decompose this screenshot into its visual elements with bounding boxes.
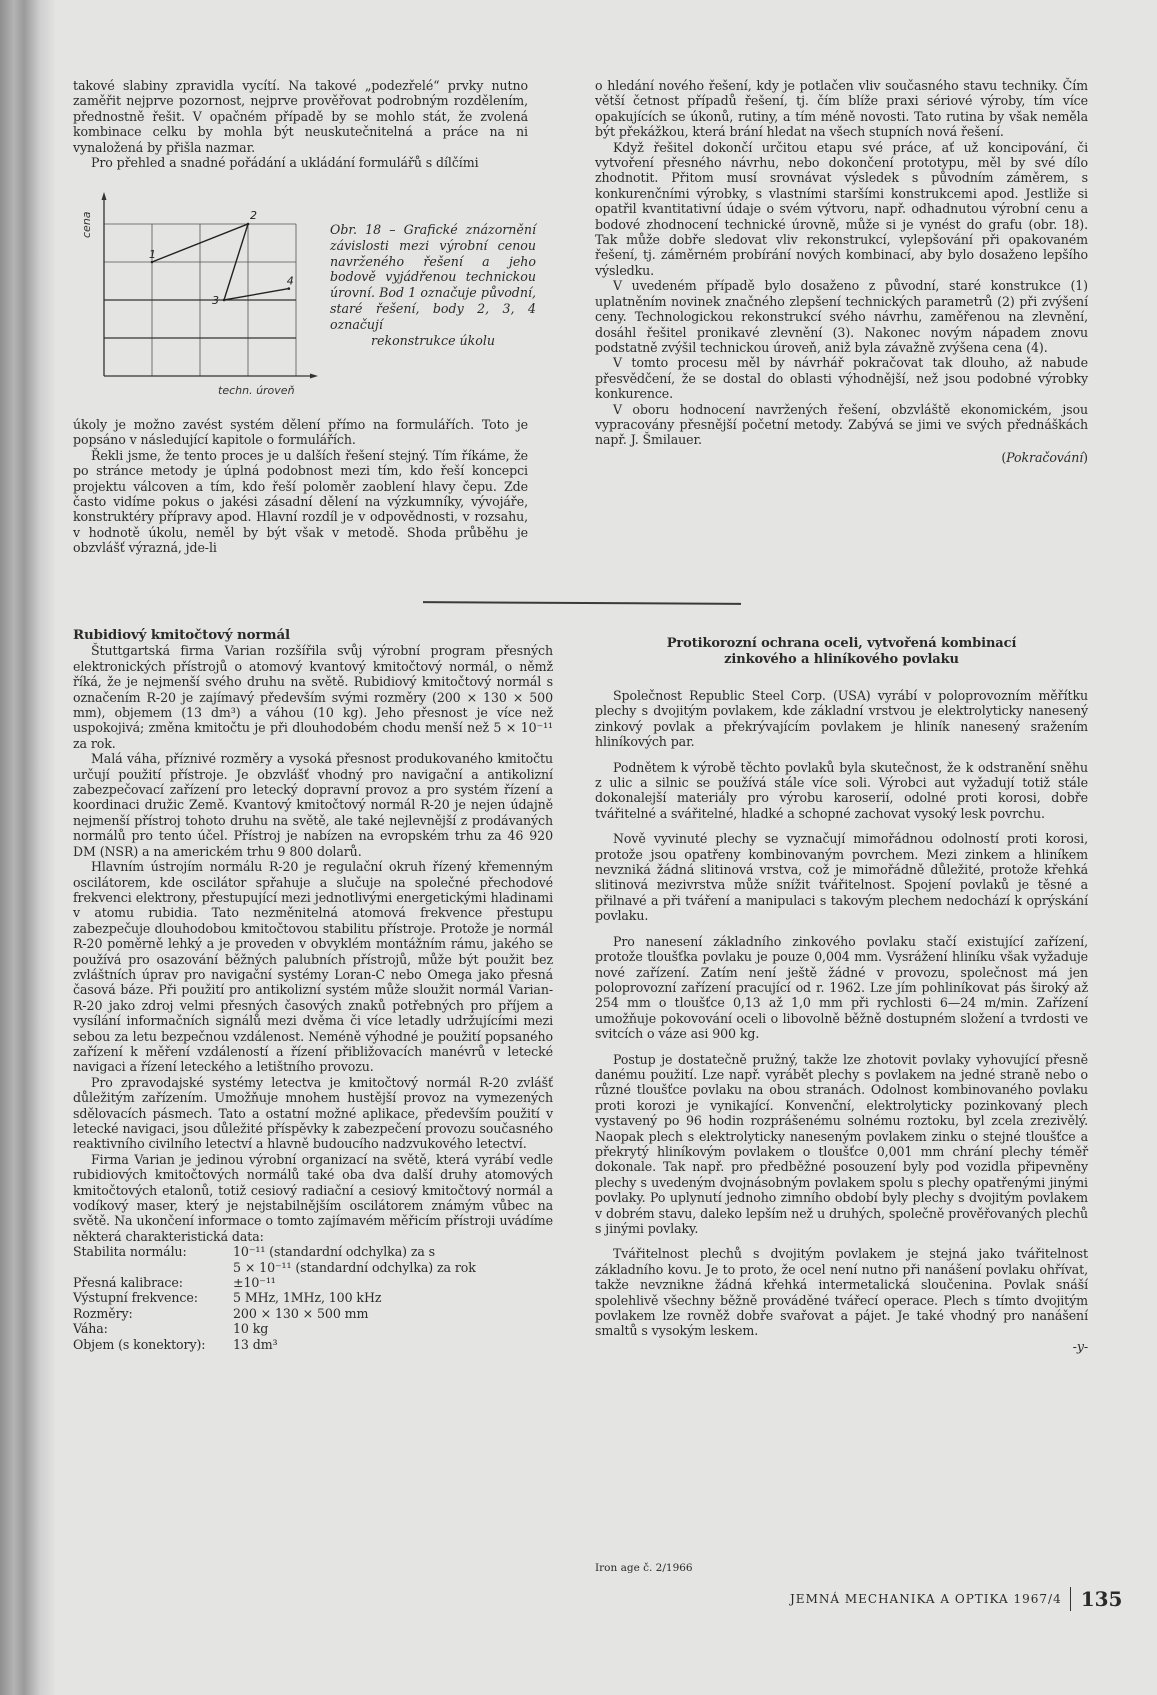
figure-caption <box>330 222 536 348</box>
paragraph: V tomto procesu měl by návrhář pokračovat tak dlouho, až nabude přesvědčení, že se dostal do oblasti výhodnější, než jsou podobné výrobky konkurence. <box>595 355 1088 402</box>
paragraph: úkoly je možno zavést systém dělení přímo na formulářích. Toto je popsáno v následující kapitole o formulářích. <box>73 417 528 448</box>
spec-value: 10 kg <box>233 1321 269 1337</box>
title-line: Protikorozní ochrana oceli, vytvořená kombinací <box>666 636 1017 651</box>
paragraph: Malá váha, příznivé rozměry a vysoká přesnost produkovaného kmitočtu určují použití přístroje. Je obzvlášť vhodný pro navigační a antikolizní zabezpečovací zařízení pro letecký dopravní provoz a pro systém řízení a koordinaci družic Země. Kvantový kmitočtový normál R-20 je nejen údajně nejmenší přístroj tohoto druhu na světě, ale také nejlevnější z prodávaných normálů pro tento účel. Přístroj je nabízen na evropském trhu za 46 920 DM (NSR) a na americkém trhu 9 800 dolarů. <box>73 751 553 859</box>
article-title: Rubidiový kmitočtový normál <box>73 627 291 643</box>
spec-value: 5 × 10⁻¹¹ (standardní odchylka) za rok <box>233 1259 476 1275</box>
spec-value: 10⁻¹¹ (standardní odchylka) za s <box>233 1244 436 1260</box>
continued-note: (Pokračování) <box>1001 449 1088 465</box>
author-signature: -y- <box>1072 1338 1088 1354</box>
spec-label: Stabilita normálu: <box>73 1244 187 1260</box>
paragraph: Pro nanesení základního zinkového povlaku stačí existující zařízení, protože tloušťka povlaku je pouze 0,004 mm. Vysrážení hliníku však vyžaduje nové zařízení. Zatím není ještě žádné v provozu, společnost má jen poloprovozní zařízení pracující od r. 1962. Lze jím pohliníkovat pás široký až 254 mm o tloušťce 0,13 až 1,0 mm při rychlosti 6—24 m/min. Zařízení umožňuje pokovování oceli o libovolně běžně dostupném složení a tvrdosti ve svitcích o váze asi 900 kg. <box>595 933 1088 1042</box>
paragraph: Řekli jsme, že tento proces je u dalších řešení stejný. Tím říkáme, že po stránce metody je úplná podobnost mezi tím, kdo řeší koncepci projektu válcoven a tím, kdo řeší poloměr zaoblení hlavy čepu. Zde často vidíme pokus o jakési zásadní dělení na výzkumníky, vývojáře, konstruktéry přípravy apod. Hlavní rozdíl je v odpovědnosti, v rozsahu, v hodnotě úkolu, neměl by být však v metodě. Shoda průběhu je obzvlášť výrazná, jde-li <box>73 447 528 556</box>
x-axis-label: techn. úroveň <box>218 384 295 397</box>
spec-label: Rozměry: <box>73 1305 133 1321</box>
title-line: zinkového a hliníkového povlaku <box>724 652 959 667</box>
paragraph: Postup je dostatečně pružný, takže lze zhotovit povlaky vyhovující přesně danému použití. Lze např. vyrábět plechy s povlakem na jedné straně nebo o různé tloušťce povlaku na obou stranách. Odolnost kombinovaného povlaku proti korozi je vynikající. Konvenční, elektrolyticky pozinkovaný plech vystavený po 96 hodin rozprášenému solnému roztoku, byl zcela zrezivělý. Naopak plech s elektrolyticky naneseným povlakem zinku o stejné tloušťce a překrytý hliníkovým povlakem o tloušťce 0,001 mm chrání plechy téměř dokonale. Tak např. pro předběžné posouzení byly pod vozidla připevněny plechy s uvedeným dvojnásobným povlakem spolu s plechy opatřenými jinými povlaky. Po uplynutí jednoho zimního období byly plechy s dvojitým povlakem v dobrém stavu, daleko lepším než u druhých, společně prověřovaných plechů s jinými povlaky. <box>595 1051 1088 1236</box>
paragraph: Štuttgartská firma Varian rozšířila svůj výrobní program přesných elektronických přístrojů o atomový kvantový kmitočtový normál, o němž říká, že je nejmenší svého druhu na světě. Rubidiový kmitočtový normál s označením R-20 je zajímavý především svými rozměry (200 × 130 × 500 mm), objemem (13 dm³) a váhou (10 kg). Jeho přesnost je více než uspokojivá; změna kmitočtu je při dlouhodobém chodu menší než 5 × 10⁻¹¹ za rok. <box>73 643 553 751</box>
paragraph: takové slabiny zpravidla vycítí. Na takové „podezřelé“ prvky nutno zaměřit nejprve pozornost, nejprve prověřovat podrobným rozdělením, přednostně řešit. V opačném případě by se mohlo stát, že zvolená kombinace celku by mohla být neuskutečnitelná a práce na ni vynaložená by přišla nazmar. <box>73 78 528 155</box>
paragraph: Firma Varian je jedinou výrobní organizací na světě, která vyrábí vedle rubidiových kmitočtových normálů také oba dva další druhy atomových kmitočtových etalonů, totiž cesiový radiační a cesiový kmitočtový normál a vodíkový maser, který je nejstabilnějším oscilátorem známým vůbec na světě. Na ukončení informace o tomto zajímavém měřicím přístroji uvádíme některá charakteristická data: <box>73 1151 553 1244</box>
article-title <box>595 636 1088 668</box>
spec-table <box>73 1244 553 1352</box>
paragraph: Podnětem k výrobě těchto povlaků byla skutečnost, že k odstranění sněhu z ulic a silnic se používá stále více soli. Výrobci aut vyžadují totiž stále dokonalejší materiály pro výrobu karoserií, odolné proti korosi, dobře tvářitelné a svářitelné, hladké a schopné zachovat vysoký lesk povrchu. <box>595 759 1088 821</box>
top-left-column <box>73 78 528 170</box>
spec-label: Přesná kalibrace: <box>73 1275 183 1291</box>
spec-value: 5 MHz, 1MHz, 100 kHz <box>233 1290 382 1306</box>
y-axis-label: cena <box>80 211 93 238</box>
data-point <box>223 299 226 302</box>
figure-18-graph <box>80 190 325 398</box>
footer-separator <box>1070 1587 1071 1611</box>
spec-label: Váha: <box>73 1321 108 1337</box>
top-right-column <box>595 78 1088 465</box>
x-axis-arrow-icon <box>310 374 318 379</box>
top-left-column-continued <box>73 417 528 556</box>
source-citation: Iron age č. 2/1966 <box>595 1562 693 1574</box>
caption-text: Obr. 18 – Grafické znázornění závislosti mezi výrobní cenou navrženého řešení a jeho bodově vyjádřenou technickou úrovní. Bod 1 označuje původní, staré řešení, body 2, 3, 4 označují <box>330 222 536 332</box>
caption-last-line: rekonstrukce úkolu <box>370 332 496 348</box>
journal-name: JEMNÁ MECHANIKA A OPTIKA 1967/4 <box>790 1592 1062 1606</box>
spec-value: ±10⁻¹¹ <box>233 1275 276 1291</box>
data-point <box>288 287 291 290</box>
paragraph: Tvářitelnost plechů s dvojitým povlakem je stejná jako tvářitelnost základního kovu. Je to proto, že ocel není nutno při nanášení povlaku ohřívat, takže nevznikne žádná křehká intermetalická sloučenina. Povlak snáší spolehlivě všechny běžně prováděné tvářecí operace. Plech s tímto dvojitým povlakem lze rovněž dobře svařovat a pájet. Je také vhodný pro nanášení smaltů s vysokým leskem. <box>595 1246 1088 1339</box>
paragraph: Společnost Republic Steel Corp. (USA) vyrábí v poloprovozním měřítku plechy s dvojitým povlakem, kde základní vrstvou je elektrolyticky nanesený zinkový povlak a překrývajícím povlakem je hliník nanesený sražením hliníkových par. <box>595 688 1088 750</box>
data-point <box>247 223 250 226</box>
spec-label: Objem (s konektory): <box>73 1336 206 1352</box>
paragraph: V oboru hodnocení navržených řešení, obzvláště ekonomickém, jsou vypracovány přesnější početní metody. Zabývá se jimi ve svých přednáškách např. J. Šmilauer. <box>595 401 1088 448</box>
spec-label: Výstupní frekvence: <box>73 1290 198 1306</box>
page-gutter-shadow <box>0 0 55 1695</box>
spec-label <box>73 1260 233 1275</box>
paragraph: o hledání nového řešení, kdy je potlačen vliv současného stavu techniky. Čím větší četnost případů řešení, tj. čím blíže praxi sériové výroby, tím více opakujících se úkonů, rutiny, a tím méně novosti. Tato rutina by však neměla být překážkou, která brání hledat na všech stupních nová řešení. <box>595 78 1088 140</box>
paragraph: V uvedeném případě bylo dosaženo z původní, staré konstrukce (1) uplatněním novinek značného zlepšení technických parametrů (2) při zvýšení ceny. Technologickou rekonstrukcí svého návrhu, zaměřenou na zlevnění, dosáhl řešitel pronikavé zlevnění (3). Nakonec novým nápadem znovu podstatně zvýšil technickou úroveň, aniž byla závažně zvýšena cena (4). <box>595 278 1088 355</box>
graph-grid <box>104 224 296 376</box>
page-number: 135 <box>1080 1587 1123 1611</box>
page-footer <box>790 1587 1122 1611</box>
continued-text: Pokračování <box>1006 449 1084 465</box>
point-label: 3 <box>212 294 219 307</box>
article-rubidium <box>73 628 553 1352</box>
paragraph: Pro přehled a snadné pořádání a ukládání formulářů s dílčími <box>91 155 479 171</box>
paragraph: Hlavním ústrojím normálu R-20 je regulační okruh řízený křemenným oscilátorem, kde oscilátor spřahuje a slučuje na společné přechodové frekvenci elektrony, přestupující mezi jednotlivými energetickými hladinami v atomu rubidia. Tato nezměnitelná atomová frekvence přestupu zabezpečuje dlouhodobou kmitočtovou stabilitu přístroje. Protože je normál R-20 poměrně lehký a je proveden v obvyklém montážním rámu, jakého se používá pro osazování běžných palubních přístrojů, může být použit bez zvláštních úprav pro navigační systémy Loran-C nebo Omega jako přesná časová báze. Při použití pro antikolizní systém může sloužit normál Varian-R-20 jako zdroj velmi přesných časových znaků potřebných pro příjem a vysílání informačních signálů mezi dvěma či více letadly udržujícími mezi sebou za letu bezpečnou vzdálenost. Neméně výhodné je použití popsaného zařízení k měření vzdáleností a řízení přibližovacích manévrů v letecké navigaci a řízení leteckého a letištního provozu. <box>73 859 553 1075</box>
point-label: 4 <box>286 274 294 288</box>
point-label: 2 <box>250 209 257 222</box>
spec-value: 200 × 130 × 500 mm <box>233 1305 369 1321</box>
spec-value: 13 dm³ <box>233 1336 278 1352</box>
section-divider <box>423 601 741 605</box>
y-axis-arrow-icon <box>102 192 107 200</box>
paragraph: Nově vyvinuté plechy se vyznačují mimořádnou odolností proti korosi, protože jsou opatřeny kombinovaným povrchem. Mezi zinkem a hliníkem nevzniká žádná slitinová vrstva, což je mimořádně důležité, protože křehká slitinová mezivrstva může snížit tvářitelnost. Spojení povlaků je těsné a přilnavé a při tváření a manipulaci s takovým plechem nedochází k oprýskání povlaku. <box>595 831 1088 924</box>
article-corrosion <box>595 636 1088 1354</box>
paragraph: Když řešitel dokončí určitou etapu své práce, ať už koncipování, či vytvoření přesného návrhu, nebo dokončení prototypu, měl by své dílo zhodnotit. Přitom musí srovnávat výsledek s původním záměrem, s konkurenčními výrobky, s vlastními staršími konstrukcemi apod. Jestliže si opatřil kvantitativní údaje o svém výtvoru, např. odhadnutou výrobní cenu a bodové zhodnocení technické úrovně, může si je vynést do grafu (obr. 18). Tak může dobře sledovat vliv rekonstrukcí, vylepšování při opakovaném řešení, tj. záměrném probírání nových kombinací, aby bylo dosaženo lepšího výsledku. <box>595 139 1088 278</box>
data-point <box>151 261 154 264</box>
paragraph: Pro zpravodajské systémy letectva je kmitočtový normál R-20 zvlášť důležitým zařízením. Umožňuje mnohem hustější provoz na vymezených sdělovacích pásmech. Tato a ostatní možné aplikace, především použití v letecké navigaci, jsou důležité příspěvky k zabezpečení provozu současného reaktivního civilního letectví a hlavně budoucího nadzvukového letectví. <box>73 1074 553 1152</box>
point-label: 1 <box>149 248 156 261</box>
